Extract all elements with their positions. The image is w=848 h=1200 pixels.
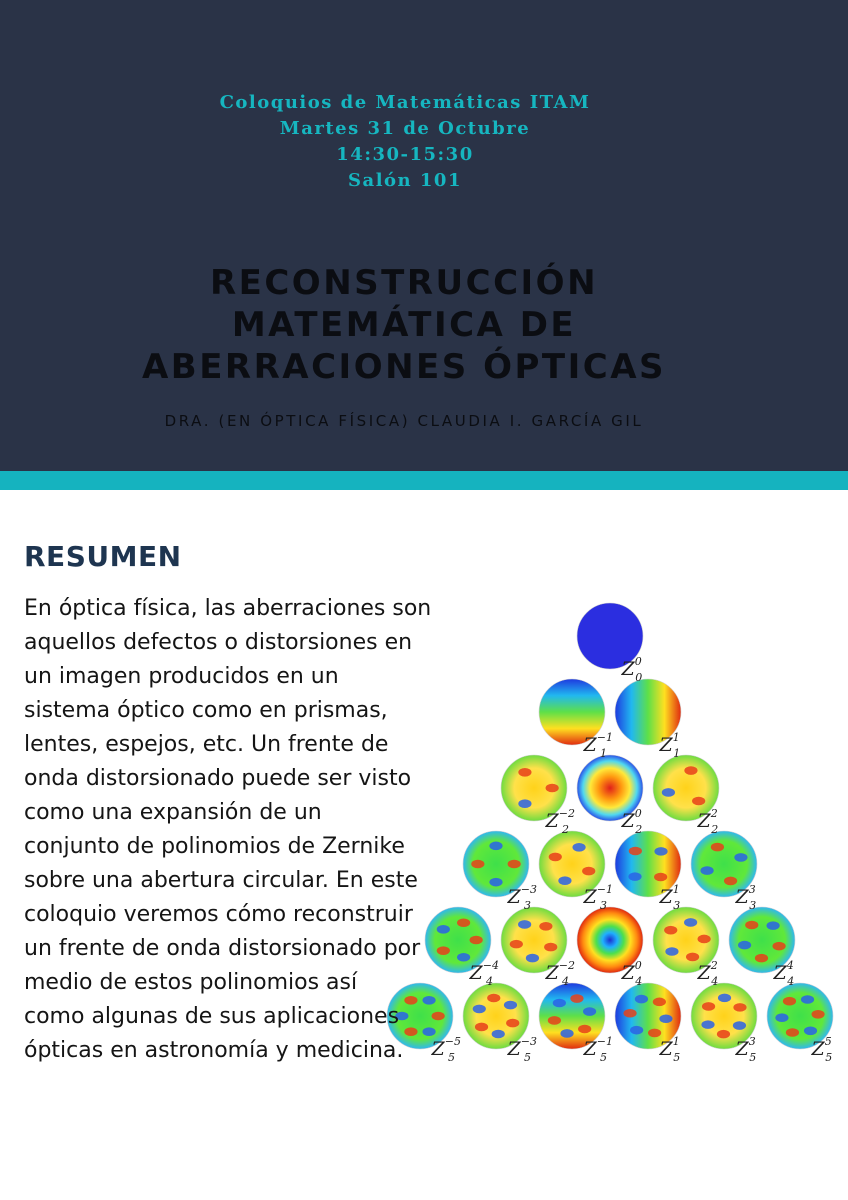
zernike-lobe bbox=[711, 843, 724, 852]
abstract-line: lentes, espejos, etc. Un frente de bbox=[24, 732, 389, 757]
zernike-lobe bbox=[583, 1007, 596, 1016]
zernike-lobe bbox=[582, 867, 595, 876]
event-room: Salón 101 bbox=[348, 170, 462, 191]
zernike-lobe bbox=[546, 784, 559, 793]
zernike-label-n: 4 bbox=[485, 975, 493, 988]
zernike-label-n: 3 bbox=[523, 899, 531, 912]
zernike-lobe bbox=[630, 1026, 643, 1035]
zernike-label: $Z^0$ 4 bbox=[621, 959, 643, 988]
zernike-lobe bbox=[804, 1027, 817, 1036]
zernike-label-m: −4 bbox=[482, 959, 499, 972]
abstract-line: sistema óptico como en prismas, bbox=[24, 698, 388, 723]
zernike-lobe bbox=[628, 872, 641, 881]
zernike-label-m: 0 bbox=[634, 959, 642, 972]
zernike-label: $Z^5$ 5 bbox=[811, 1035, 833, 1064]
zernike-label-n: 0 bbox=[635, 671, 643, 684]
zernike-lobe bbox=[801, 995, 814, 1004]
talk-title-line: RECONSTRUCCIÓN bbox=[209, 263, 599, 303]
zernike-lobe bbox=[718, 994, 731, 1003]
abstract-line: un imagen producidos en un bbox=[24, 664, 339, 689]
zernike-lobe bbox=[654, 873, 667, 882]
zernike-label-m: 3 bbox=[748, 883, 756, 896]
zernike-label-m: 2 bbox=[710, 959, 718, 972]
zernike-lobe bbox=[570, 994, 583, 1003]
zernike-label-n: 4 bbox=[787, 975, 795, 988]
zernike-lobe bbox=[786, 1028, 799, 1037]
zernike-label: $Z^{-1}$ 3 bbox=[583, 883, 613, 912]
zernike-label-n: 3 bbox=[599, 899, 607, 912]
zernike-label-n: 5 bbox=[749, 1051, 757, 1064]
event-info bbox=[0, 90, 810, 194]
abstract-body bbox=[24, 592, 544, 1068]
zernike-lobe bbox=[578, 1025, 591, 1034]
zernike-label-m: 2 bbox=[710, 807, 718, 820]
zernike-lobe bbox=[701, 1020, 714, 1029]
zernike-label: $Z^{-1}$ 1 bbox=[583, 731, 613, 760]
zernike-label-n: 1 bbox=[673, 747, 681, 760]
zernike-lobe bbox=[766, 921, 779, 930]
zernike-label: $Z^1$ 3 bbox=[659, 883, 681, 912]
zernike-label-n: 5 bbox=[673, 1051, 681, 1064]
zernike-label-m: −2 bbox=[558, 959, 575, 972]
abstract-line: sobre una abertura circular. En este bbox=[24, 868, 418, 893]
zernike-label-n: 5 bbox=[599, 1051, 607, 1064]
zernike-label-n: 2 bbox=[635, 823, 643, 836]
speaker-name: DRA. (EN ÓPTICA FÍSICA) CLAUDIA I. GARCÍA GIL bbox=[164, 412, 644, 430]
abstract-line: ópticas en astronomía y medicina. bbox=[24, 1038, 404, 1063]
zernike-lobe bbox=[684, 766, 697, 775]
zernike-label-m: −1 bbox=[596, 1035, 613, 1048]
zernike-label-m: −2 bbox=[558, 807, 575, 820]
zernike-label-n: 1 bbox=[599, 747, 607, 760]
talk-title-line: ABERRACIONES ÓPTICAS bbox=[141, 347, 667, 387]
zernike-label-m: 4 bbox=[786, 959, 794, 972]
zernike-label: $Z^3$ 3 bbox=[735, 883, 757, 912]
zernike-lobe bbox=[549, 853, 562, 862]
talk-title-line: MATEMÁTICA DE bbox=[231, 305, 577, 345]
zernike-label-m: 3 bbox=[748, 1035, 756, 1048]
abstract-heading: RESUMEN bbox=[24, 540, 182, 573]
zernike-label-m: −1 bbox=[596, 883, 613, 896]
abstract-line: coloquio veremos cómo reconstruir bbox=[24, 902, 413, 927]
zernike-label: $Z^0$ 0 bbox=[621, 655, 643, 684]
zernike-lobe bbox=[698, 935, 711, 944]
zernike-lobe bbox=[733, 1021, 746, 1030]
zernike-lobe bbox=[700, 866, 713, 875]
zernike-label: $Z^{-3}$ 5 bbox=[507, 1035, 537, 1064]
zernike-lobe bbox=[783, 997, 796, 1006]
zernike-label-n: 5 bbox=[523, 1051, 531, 1064]
zernike-label: $Z^{-2}$ 4 bbox=[545, 959, 575, 988]
zernike-lobe bbox=[738, 941, 751, 950]
zernike-lobe bbox=[659, 1014, 672, 1023]
zernike-lobe bbox=[733, 1003, 746, 1012]
zernike-lobe bbox=[772, 942, 785, 951]
zernike-lobe bbox=[662, 788, 675, 797]
abstract-line: como algunas de sus aplicaciones bbox=[24, 1004, 400, 1029]
zernike-lobe bbox=[665, 947, 678, 956]
event-time: 14:30-15:30 bbox=[336, 144, 474, 165]
zernike-label: $Z^1$ 1 bbox=[659, 731, 681, 760]
zernike-lobe bbox=[745, 921, 758, 930]
abstract-line: conjunto de polinomios de Zernike bbox=[24, 834, 405, 859]
event-series: Coloquios de Matemáticas ITAM bbox=[219, 92, 591, 113]
zernike-label-n: 3 bbox=[673, 899, 681, 912]
zernike-label: $Z^0$ 2 bbox=[621, 807, 643, 836]
zernike-label-m: −3 bbox=[520, 1035, 537, 1048]
abstract-line: medio de estos polinomios así bbox=[24, 970, 358, 995]
zernike-label-n: 4 bbox=[635, 975, 643, 988]
abstract-line: aquellos defectos o distorsiones en bbox=[24, 630, 413, 655]
zernike-label-m: −3 bbox=[520, 883, 537, 896]
zernike-label-m: −1 bbox=[596, 731, 613, 744]
abstract-line: como una expansión de un bbox=[24, 800, 322, 825]
zernike-lobe bbox=[717, 1030, 730, 1039]
zernike-label-n: 4 bbox=[711, 975, 719, 988]
zernike-lobe bbox=[755, 954, 768, 963]
zernike-label-m: 0 bbox=[634, 655, 642, 668]
zernike-lobe bbox=[635, 995, 648, 1004]
abstract-line: un frente de onda distorsionado por bbox=[24, 936, 421, 961]
zernike-label-n: 5 bbox=[447, 1051, 455, 1064]
zernike-label-n: 2 bbox=[711, 823, 719, 836]
zernike-label-m: 1 bbox=[672, 731, 680, 744]
zernike-lobe bbox=[775, 1013, 788, 1022]
zernike-label: $Z^{-3}$ 3 bbox=[507, 883, 537, 912]
zernike-label: $Z^{-4}$ 4 bbox=[469, 959, 499, 988]
zernike-label-m: −5 bbox=[444, 1035, 461, 1048]
zernike-label: $Z^2$ 4 bbox=[697, 959, 719, 988]
zernike-lobe bbox=[692, 797, 705, 806]
zernike-label-n: 5 bbox=[825, 1051, 833, 1064]
zernike-lobe bbox=[558, 876, 571, 885]
zernike-lobe bbox=[811, 1010, 824, 1019]
zernike-lobe bbox=[702, 1002, 715, 1011]
zernike-label-n: 3 bbox=[749, 899, 757, 912]
zernike-label: $Z^4$ 4 bbox=[773, 959, 795, 988]
zernike-lobe bbox=[553, 999, 566, 1008]
zernike-lobe bbox=[686, 953, 699, 962]
zernike-lobe bbox=[572, 843, 585, 852]
zernike-lobe bbox=[623, 1009, 636, 1018]
zernike-lobe bbox=[734, 853, 747, 862]
zernike-label: $Z^1$ 5 bbox=[659, 1035, 681, 1064]
zernike-label-m: 1 bbox=[672, 1035, 680, 1048]
abstract-line: En óptica física, las aberraciones son bbox=[24, 596, 432, 621]
abstract-line: onda distorsionado puede ser visto bbox=[24, 766, 412, 791]
zernike-lobe bbox=[560, 1029, 573, 1038]
zernike-lobe bbox=[654, 847, 667, 856]
zernike-lobe bbox=[544, 943, 557, 952]
zernike-lobe bbox=[724, 877, 737, 886]
zernike-lobe bbox=[664, 926, 677, 935]
header-banner bbox=[0, 0, 848, 471]
zernike-lobe bbox=[653, 998, 666, 1007]
zernike-lobe bbox=[629, 847, 642, 856]
accent-stripe bbox=[0, 471, 848, 490]
zernike-label-m: 0 bbox=[634, 807, 642, 820]
zernike-label: $Z^3$ 5 bbox=[735, 1035, 757, 1064]
zernike-label-n: 2 bbox=[561, 823, 569, 836]
event-date: Martes 31 de Octubre bbox=[279, 118, 531, 139]
zernike-label-m: 5 bbox=[824, 1035, 832, 1048]
zernike-label-n: 4 bbox=[561, 975, 569, 988]
zernike-label: $Z^{-1}$ 5 bbox=[583, 1035, 613, 1064]
zernike-label: $Z^{-2}$ 2 bbox=[545, 807, 575, 836]
zernike-label: $Z^{-5}$ 5 bbox=[431, 1035, 461, 1064]
zernike-label: $Z^2$ 2 bbox=[697, 807, 719, 836]
zernike-label-m: 1 bbox=[672, 883, 680, 896]
talk-title bbox=[0, 262, 808, 388]
zernike-lobe bbox=[684, 918, 697, 927]
zernike-lobe bbox=[548, 1016, 561, 1025]
zernike-lobe bbox=[648, 1029, 661, 1038]
